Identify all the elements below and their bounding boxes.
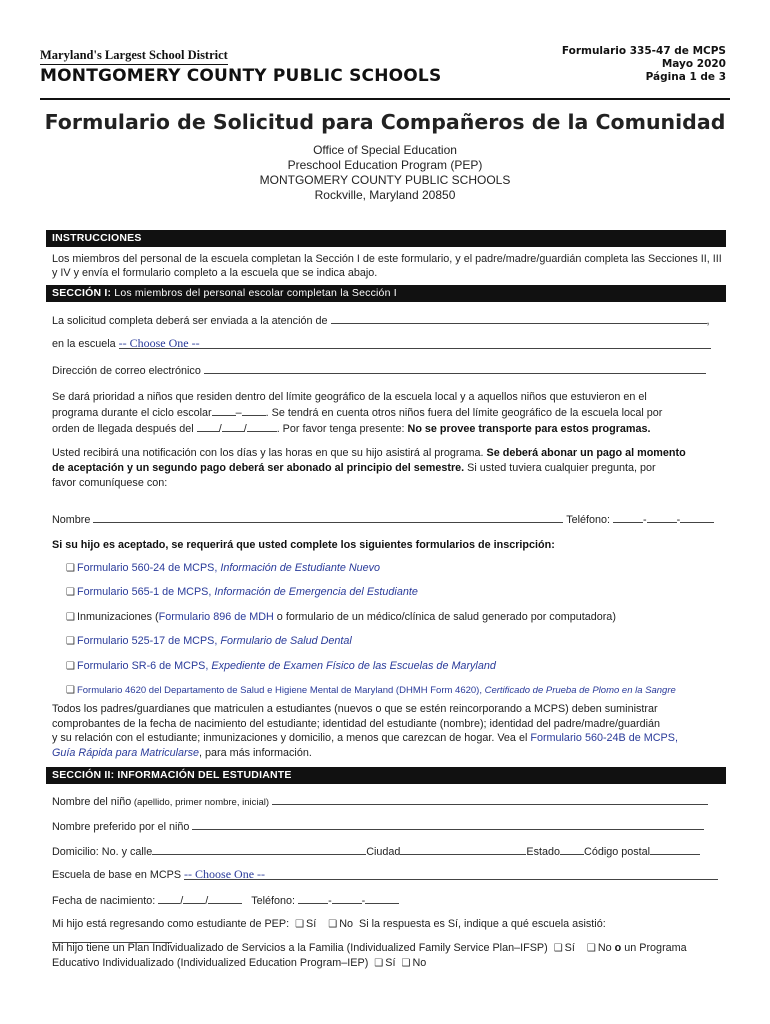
- street-label: Domicilio: No. y calle: [52, 846, 153, 858]
- email-label: Dirección de correo electrónico: [52, 365, 201, 377]
- form-title: Formulario de Salud Dental: [217, 635, 352, 647]
- year-start-field[interactable]: [212, 405, 236, 416]
- notice-part-bold: de aceptación y un segundo pago deberá ser abonado al principio del semestre.: [52, 462, 465, 474]
- checkbox-icon[interactable]: ❑: [374, 958, 384, 969]
- phone-area-field[interactable]: [613, 512, 643, 523]
- header-divider: [40, 98, 730, 100]
- yes-label: Sí: [385, 957, 396, 969]
- requirements-line: [52, 746, 722, 761]
- zip-label: Código postal: [584, 846, 651, 858]
- ifsp-line: [52, 941, 722, 956]
- student-phone-area-field[interactable]: [298, 893, 328, 904]
- form-title: Certificado de Prueba de Plomo en la Sangre: [481, 685, 676, 696]
- base-school-select-value: -- Choose One --: [184, 867, 266, 881]
- page-title: Formulario de Solicitud para Compañeros de la Comunidad: [44, 110, 726, 134]
- dob-day-field[interactable]: [183, 893, 205, 904]
- yes-label: Sí: [306, 918, 317, 930]
- form-item: [66, 635, 352, 647]
- email-row: [52, 363, 722, 379]
- address-line: Preschool Education Program (PEP): [287, 158, 483, 172]
- form-prefix: Inmunizaciones (: [76, 611, 159, 623]
- dob-year-field[interactable]: [208, 893, 242, 904]
- preferred-name-row: [52, 819, 722, 835]
- checkbox-icon[interactable]: ❑: [553, 943, 563, 954]
- checkbox-icon[interactable]: ❑: [328, 919, 338, 930]
- checkbox-icon[interactable]: ❑: [66, 612, 75, 623]
- preferred-name-label: Nombre preferido por el niño: [52, 821, 190, 833]
- dash: –: [235, 407, 242, 419]
- phone-prefix-field[interactable]: [647, 512, 677, 523]
- form-item: [66, 660, 496, 672]
- dob-label: Fecha de nacimiento:: [52, 895, 156, 907]
- phone-label: Teléfono:: [566, 514, 611, 526]
- priority-text-part: programa durante el ciclo escolar: [52, 407, 212, 419]
- checkbox-icon[interactable]: ❑: [66, 661, 75, 672]
- form-560-24b-link[interactable]: Formulario 560-24B de MCPS,: [527, 732, 678, 744]
- attention-field[interactable]: [331, 313, 707, 324]
- form-date: Mayo 2020: [661, 58, 726, 70]
- form-item: [66, 586, 418, 598]
- instructions-text: Los miembros del personal de la escuela completan la Sección I de este formulario, y el padre/madre/guardián completa las Secciones II, III y IV y envía el formulario completo a la escuela que se indica abajo.: [52, 253, 722, 279]
- requirements-part: , para más información.: [199, 746, 312, 759]
- child-name-field[interactable]: [272, 794, 708, 805]
- ifsp-iep-block: [52, 941, 722, 971]
- section1-desc: Los miembros del personal escolar completan la Sección I: [111, 287, 397, 299]
- state-label: Estado: [526, 846, 561, 858]
- returning-label: Mi hijo está regresando como estudiante de PEP:: [52, 918, 290, 930]
- priority-text-part: . Se tendrá en cuenta otros niños fuera del límite geográfico de la escuela local por: [265, 407, 663, 419]
- checkbox-icon[interactable]: ❑: [66, 587, 75, 598]
- form-item: [66, 562, 380, 574]
- date-day-field[interactable]: [222, 421, 244, 432]
- address-line: MONTGOMERY COUNTY PUBLIC SCHOOLS: [259, 173, 511, 187]
- form-number: Formulario 335-47 de MCPS: [561, 45, 726, 57]
- requirements-line: comprobantes de la fecha de nacimiento del estudiante; identidad del estudiante (nombre); identidad del padre/madre/guardián: [52, 717, 661, 730]
- street-field[interactable]: [152, 844, 366, 855]
- form-link[interactable]: Formulario 4620 del Departamento de Salud e Higiene Mental de Maryland (DHMH Form 4620),: [76, 685, 482, 696]
- page-number: Página 1 de 3: [645, 71, 726, 83]
- notice-line: [52, 461, 722, 476]
- instructions-heading: INSTRUCCIONES: [46, 230, 726, 247]
- returning-follow-label: Si la respuesta es Sí, indique a qué escuela asistió:: [359, 918, 606, 930]
- date-year-field[interactable]: [247, 421, 277, 432]
- notice-part: Usted recibirá una notificación con los días y las horas en que su hijo asistirá al programa.: [52, 447, 484, 459]
- priority-text: [52, 390, 722, 437]
- no-label: No: [339, 918, 354, 930]
- form-meta: [562, 45, 726, 84]
- preferred-name-field[interactable]: [192, 819, 704, 830]
- checkbox-icon[interactable]: ❑: [586, 943, 596, 954]
- attention-label: La solicitud completa deberá ser enviada a la atención de: [52, 315, 328, 327]
- state-field[interactable]: [560, 844, 584, 855]
- accepted-heading: Si su hijo es aceptado, se requerirá que usted complete los siguientes formularios de inscripción:: [52, 539, 555, 551]
- school-row: [52, 336, 722, 352]
- no-label: No: [412, 957, 427, 969]
- notice-line: favor comuníquese con:: [52, 477, 168, 489]
- form-suffix: o formulario de un médico/clínica de salud generado por computadora): [273, 611, 616, 623]
- iep-label: Educativo Individualizado (Individualized Education Program–IEP): [52, 957, 369, 969]
- form-link[interactable]: Formulario 565-1 de MCPS,: [76, 586, 212, 598]
- no-label: No: [597, 942, 612, 954]
- priority-text-part: orden de llegada después del: [52, 423, 194, 435]
- or-label: o: [611, 942, 622, 954]
- address-line: Office of Special Education: [313, 143, 457, 157]
- requirements-part: y su relación con el estudiante; inmunizaciones y domicilio, a menos que carezcan de hogar. Vea el: [52, 732, 528, 744]
- priority-line: [52, 405, 722, 421]
- contact-name-field[interactable]: [93, 512, 563, 523]
- zip-field[interactable]: [650, 844, 700, 855]
- student-phone-prefix-field[interactable]: [332, 893, 362, 904]
- email-field[interactable]: [204, 363, 706, 374]
- address-row: [52, 844, 722, 860]
- contact-row: Nombre Teléfono: - -: [52, 512, 722, 528]
- child-name-hint: (apellido, primer nombre, inicial): [131, 797, 270, 808]
- address-line: Rockville, Maryland 20850: [314, 188, 456, 202]
- section1-heading: [46, 285, 726, 302]
- iep-line: [52, 956, 722, 971]
- section1-label: SECCIÓN I:: [52, 287, 112, 299]
- notice-part-bold: Se deberá abonar un pago al momento: [483, 447, 686, 459]
- checkbox-icon[interactable]: ❑: [401, 958, 411, 969]
- form-title: Información de Emergencia del Estudiante: [211, 586, 418, 598]
- checkbox-icon[interactable]: ❑: [295, 919, 305, 930]
- transport-notice: No se provee transporte para estos programas.: [404, 423, 651, 435]
- ifsp-label: Mi hijo tiene un Plan Individualizado de Servicios a la Familia (Individualized Family Service Plan–IFSP): [52, 942, 548, 954]
- school-select[interactable]: [119, 336, 711, 349]
- district-tagline: Maryland's Largest School District: [40, 48, 228, 65]
- form-link[interactable]: Formulario 896 de MDH: [158, 611, 274, 623]
- ifsp-or-rest: un Programa: [621, 942, 687, 954]
- base-school-label: Escuela de base en MCPS: [52, 869, 182, 881]
- year-end-field[interactable]: [242, 405, 266, 416]
- priority-line: orden de llegada después del / / . Por favor tenga presente: No se provee transporte para estos programas.: [52, 423, 651, 435]
- form-link[interactable]: Formulario SR-6 de MCPS,: [76, 660, 209, 672]
- form-link[interactable]: Formulario 525-17 de MCPS,: [76, 635, 218, 647]
- checkbox-icon[interactable]: ❑: [66, 636, 75, 647]
- priority-text-part: . Por favor tenga presente:: [276, 423, 405, 435]
- org-name: MONTGOMERY COUNTY PUBLIC SCHOOLS: [40, 66, 442, 86]
- requirements-line: [52, 731, 722, 746]
- attention-row: La solicitud completa deberá ser enviada a la atención de ,: [52, 315, 710, 327]
- form-link[interactable]: Formulario 560-24 de MCPS,: [76, 562, 218, 574]
- form-item: [66, 685, 676, 696]
- notice-line: [52, 446, 722, 461]
- requirements-line: Todos los padres/guardianes que matriculen a estudiantes (nuevos o que se estén reincorporando a MCPS) deben suministrar: [52, 703, 658, 715]
- student-phone-label: Teléfono:: [251, 895, 296, 907]
- notice-text: [52, 446, 722, 491]
- student-phone-line-field[interactable]: [365, 893, 399, 904]
- enrollment-requirements: [52, 702, 722, 760]
- base-school-row: [52, 867, 722, 883]
- form-item: [66, 611, 616, 623]
- section2-heading: SECCIÓN II: INFORMACIÓN DEL ESTUDIANTE: [46, 767, 726, 784]
- checkbox-icon[interactable]: ❑: [66, 685, 75, 696]
- date-month-field[interactable]: [197, 421, 219, 432]
- child-name-row: [52, 794, 722, 810]
- dob-month-field[interactable]: [158, 893, 180, 904]
- name-label: Nombre: [52, 514, 91, 526]
- school-label: en la escuela: [52, 338, 116, 350]
- city-field[interactable]: [400, 844, 526, 855]
- checkbox-icon[interactable]: ❑: [66, 563, 75, 574]
- office-address: [40, 143, 730, 203]
- guide-link[interactable]: Guía Rápida para Matricularse: [52, 746, 200, 759]
- school-select-value: -- Choose One --: [118, 336, 200, 350]
- city-label: Ciudad: [366, 846, 401, 858]
- phone-line-field[interactable]: [680, 512, 714, 523]
- dob-row: Fecha de nacimiento: / / Teléfono: - -: [52, 893, 722, 909]
- form-title: Expediente de Examen Físico de las Escuelas de Maryland: [208, 660, 496, 672]
- priority-line: Se dará prioridad a niños que residen dentro del límite geográfico de la escuela local y a aquellos niños que estuvieron en el: [52, 391, 647, 403]
- yes-label: Sí: [564, 942, 575, 954]
- form-title: Información de Estudiante Nuevo: [217, 562, 381, 574]
- notice-part: Si usted tuviera cualquier pregunta, por: [464, 462, 656, 474]
- base-school-select[interactable]: [184, 867, 718, 880]
- child-name-label: Nombre del niño: [52, 796, 132, 808]
